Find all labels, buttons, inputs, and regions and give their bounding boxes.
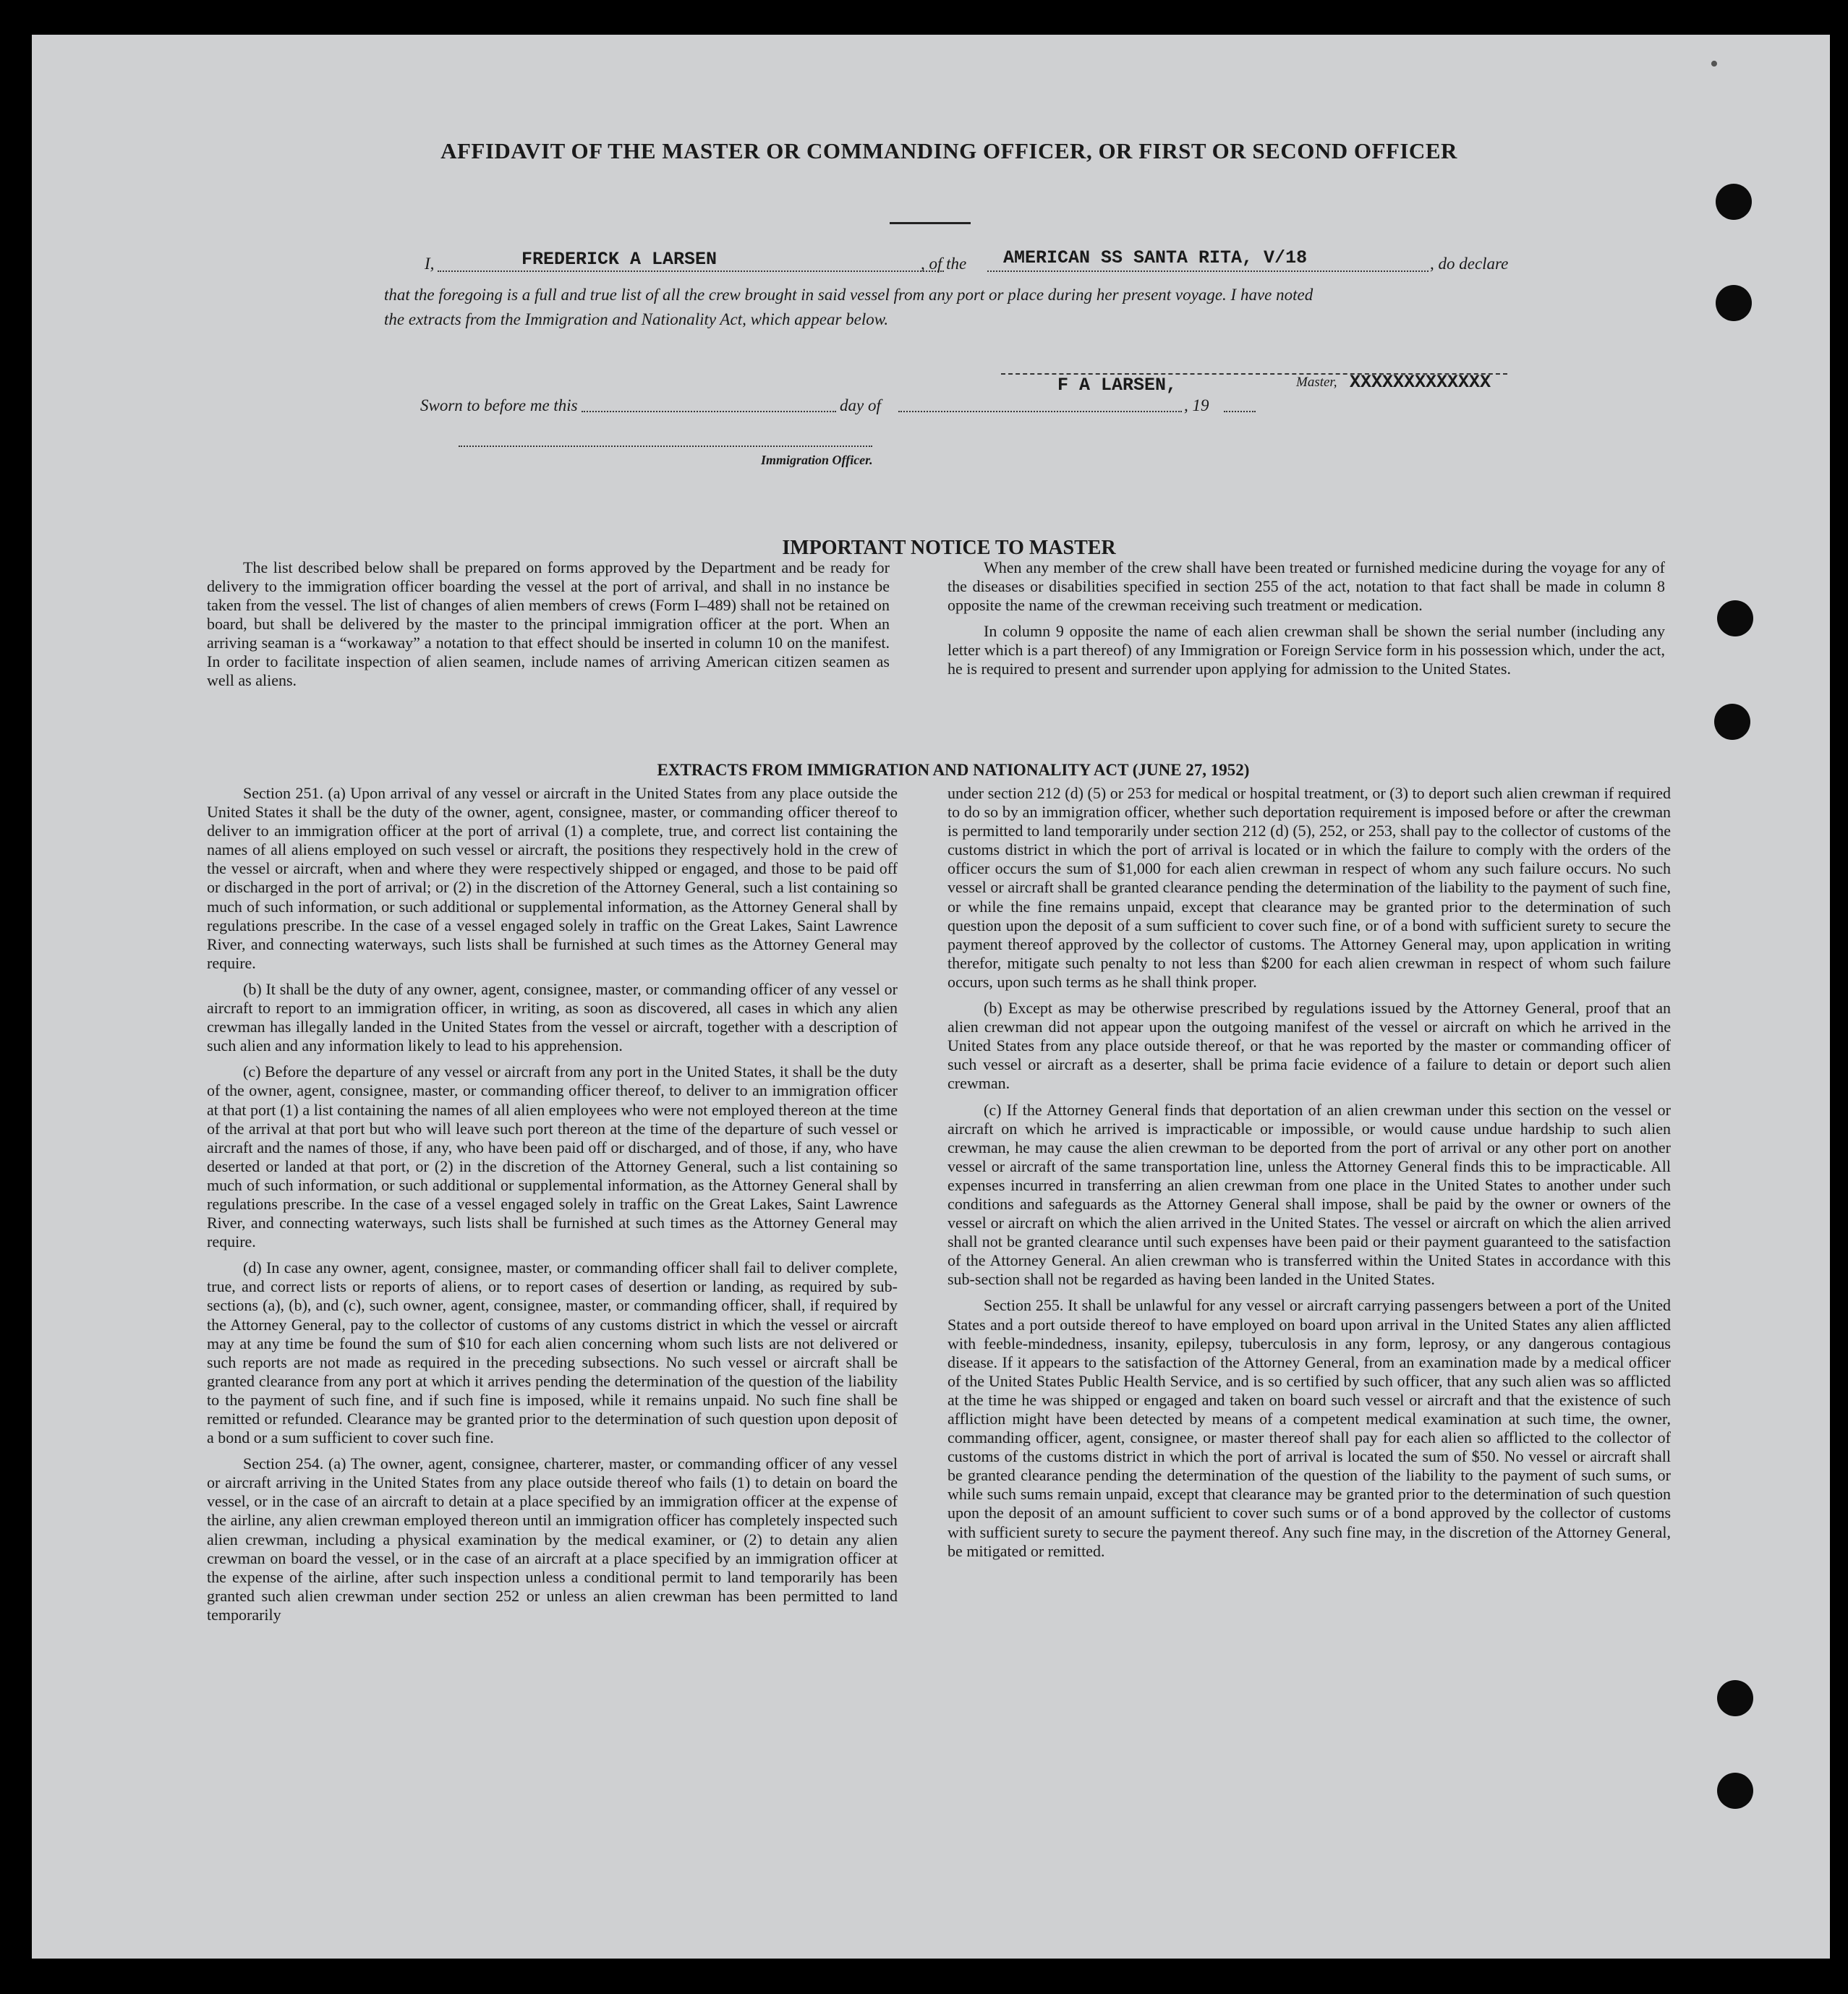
declaration-line [425,247,1520,276]
extracts-title: EXTRACTS FROM IMMIGRATION AND NATIONALITY ACT (JUNE 27, 1952) [657,761,1250,779]
i-label: I, [425,255,435,273]
master-label: Master, [1296,375,1337,390]
master-name: FREDERICK A LARSEN [521,249,718,270]
officer-signature-line [459,446,872,447]
punch-hole [1716,184,1752,220]
affidavit-title: AFFIDAVIT OF THE MASTER OR COMMANDING OFFICER, OR FIRST OR SECOND OFFICER [440,138,1457,163]
punch-hole [1716,285,1752,321]
section-paragraph: (c) Before the departure of any vessel or aircraft from any port in the United States, it shall be the duty of the owner, agent, consignee, master, or commanding officer thereof, to deliver to an immigration officer at that port (1) a list containing the names of all alien employees who were not employed thereon at the time of the arrival at that port but who will leave such port thereon at the time of the departure of such vessel or aircraft and the names of those, if any, who have been paid off or discharged, and of those, if any, who have deserted or landed at that port, or (2) in the discretion of the Attorney General, such a list containing so much of such information, or such additional or supplemental information, as the Attorney General shall by regulations prescribe. In the case of a vessel engaged solely in traffic on the Great Lakes, Saint Lawrence River, and connecting waterways, such lists shall be furnished at such times as the Attorney General may require. [207,1062,898,1251]
declaration-line-1: that the foregoing is a full and true list of all the crew brought in said vessel from any port or place during her present voyage. I have noted [384,286,1313,304]
section-paragraph: (b) It shall be the duty of any owner, agent, consignee, master, or commanding officer of any vessel or aircraft to report to an immigration officer, in writing, as soon as discovered, all cases in which any alien crewman has illegally landed in the United States from the vessel or aircraft, together with a description of such alien and any information likely to lead to his apprehension. [207,979,898,1055]
of-the-label: , of the [921,255,967,273]
section-paragraph: (d) In case any owner, agent, consignee, master, or commanding officer shall fail to deliver complete, true, and correct lists or reports of aliens, or to report cases of desertion or landing, as required by sub-sections (a), (b), and (c), such owner, agent, consignee, master, or commanding officer, shall, if required by the Attorney General, pay to the collector of customs of any customs district in which the vessel or aircraft may at any time be found the sum of $10 for each alien concerning whom such lists are not delivered or such reports are not made as required in the preceding subsections. No such vessel or aircraft shall be granted clearance from any port at which it arrives pending the determination of the question of the liability to the payment of such fine, and if such fine is imposed, while it remains unpaid. No such fine shall be remitted or refunded. Clearance may be granted prior to the determination of such question upon deposit of a bond or a sum sufficient to cover such fine. [207,1258,898,1447]
section-paragraph: (b) Except as may be otherwise prescribed by regulations issued by the Attorney General, proof that an alien crewman did not appear upon the outgoing manifest of the vessel or aircraft on which he arrived in the United States from any place outside thereof, or that he was reported by the master or commanding officer of such vessel or aircraft as a deserter, shall be prima facie evidence of a failure to detain or deport such alien crewman. [948,999,1671,1093]
day-of-label: day of [840,396,881,414]
officer-label: Immigration Officer. [761,453,873,467]
punch-hole [1717,1773,1753,1809]
title-rule [890,222,971,224]
extracts-right-column [948,784,1671,1568]
master-strikeout: XXXXXXXXXXXXX [1350,372,1491,393]
punch-hole [1717,600,1753,636]
notice-paragraph: When any member of the crew shall have been treated or furnished medicine during the voyage for any of the diseases or disabilities specified in section 255 of the act, notation to that fact shall be made in column 8 opposite the name of the crewman receiving such treatment or medication. [948,558,1665,614]
section-paragraph: Section 254. (a) The owner, agent, consignee, charterer, master, or commanding officer of any vessel or aircraft arriving in the United States from any place outside thereof who fails (1) to detain on board the vessel, or in the case of an aircraft to detain at a place specified by an immigration officer at the expense of the airline, any alien crewman employed thereon until an immigration officer has completely inspected such alien crewman, including a physical examination by the medical examiner, or (2) to detain any alien crewman on board the vessel, or in the case of an aircraft at a place specified by an immigration officer at the expense of the airline, after such inspection unless a conditional permit to land temporarily has been granted such alien crewman under section 252 or unless an alien crewman has been permitted to land temporarily [207,1454,898,1624]
corner-mark: • [1710,51,1719,77]
section-paragraph: under section 212 (d) (5) or 253 for medical or hospital treatment, or (3) to deport such alien crewman if required to do so by an immigration officer, whether such deportation requirement is imposed before or after the crewman is permitted to land temporarily under section 212 (d) (5), 252, or 253, shall pay to the collector of customs of the customs district in which the port of arrival is located or in which the failure to comply with the orders of the officer occurs the sum of $1,000 for each alien crewman in respect of whom any such failure occurs. No such vessel or aircraft shall be granted clearance pending the determination of the liability to the payment of such fine, or while the fine remains unpaid, except that clearance may be granted prior to the determination of such question upon the deposit of a sum sufficient to cover such fine, or of a bond with sufficient surety to secure the payment thereof approved by the collector of customs. The Attorney General may, upon application in writing therefor, mitigate such penalty to not less than $200 for each alien crewman in respect of whom such failure occurs, upon such terms as he shall think proper. [948,784,1671,991]
signature-name: F A LARSEN, [1057,375,1178,396]
notice-paragraph: In column 9 opposite the name of each alien crewman shall be shown the serial number (including any letter which is a part thereof) of any Immigration or Foreign Service form in his possession which, under the act, he is required to present and surrender upon applying for admission to the United States. [948,622,1665,678]
month-field-line [898,411,1182,412]
section-paragraph: (c) If the Attorney General finds that deportation of an alien crewman under this section on the vessel or aircraft on which he arrived is impracticable or impossible, or would cause undue hardship to such alien crewman, he may cause the alien crewman to be deported from the port of arrival or any other port on another vessel or aircraft of the same transportation line, unless the Attorney General finds this to be impracticable. All expenses incurred in transferring an alien crewman from one place in the United States to another under such conditions and safeguards as the Attorney General shall impose, shall be paid by the owner or owners of the vessel or aircraft on which the alien arrived in the United States. The vessel or aircraft on which the alien arrived shall not be granted clearance until such expenses have been paid or their payment guaranteed to the satisfaction of the Attorney General. An alien crewman who is transferred within the United States in accordance with this sub-section shall not be regarded as having been landed in the United States. [948,1100,1671,1289]
section-paragraph: Section 251. (a) Upon arrival of any vessel or aircraft in the United States from any place outside the United States it shall be the duty of the owner, agent, consignee, master, or commanding officer thereof to deliver to an immigration officer at the port of arrival (1) a complete, true, and correct list containing the names of all aliens employed on such vessel or aircraft, the positions they respectively hold in the crew of the vessel or aircraft, when and where they were respectively shipped or engaged, and those to be paid off or discharged in the port of arrival; or (2) in the discretion of the Attorney General, such a list containing so much of such information, or such additional or supplemental information, as the Attorney General shall by regulations prescribe. In the case of a vessel engaged solely in traffic on the Great Lakes, Saint Lawrence River, and connecting waterways, such lists shall be furnished at such times as the Attorney General may require. [207,784,898,972]
name-field-line [438,270,944,272]
document-page [32,35,1830,1959]
notice-right [948,558,1665,686]
punch-hole [1717,1680,1753,1716]
notice-title: IMPORTANT NOTICE TO MASTER [782,537,1116,559]
section-paragraph: Section 255. It shall be unlawful for any vessel or aircraft carrying passengers between a port of the United States and a port outside thereof to have employed on board upon arrival in the United States any alien afflicted with feeble-mindedness, insanity, epilepsy, tuberculosis in any form, leprosy, or any dangerous contagious disease. If it appears to the satisfaction of the Attorney General, from an examination made by a medical officer of the United States Public Health Service, and is so certified by such officer, that any such alien was so afflicted at the time he was shipped or engaged and taken on board such vessel or aircraft and that the existence of such affliction might have been detected by means of a competent medical examination at such time, the owner, commanding officer, agent, consignee, or master thereof shall pay for each alien so afflicted to the collector of customs of the customs district in which the port of arrival is located the sum of $50. No vessel or aircraft shall be granted clearance pending the determination of the question of the liability to the payment of such sums, or while such sums remain unpaid, except that clearance may be granted prior to the determination of such question upon the deposit of an amount sufficient to cover such sums or of a bond approved by the collector of customs with sufficient surety to secure the payment thereof. Any such fine may, in the discretion of the Attorney General, be mitigated or remitted. [948,1296,1671,1560]
sworn-label: Sworn to before me this [420,396,578,414]
year-label: , 19 [1184,396,1209,414]
vessel-field-line [987,270,1428,272]
declaration-line-2: the extracts from the Immigration and Nationality Act, which appear below. [384,310,889,328]
punch-hole [1714,704,1750,740]
notice-paragraph: The list described below shall be prepared on forms approved by the Department and be ready for delivery to the immigration officer boarding the vessel at the port of arrival, and shall in no instance be taken from the vessel. The list of changes of alien members of crews (Form I–489) shall not be retained on board, but shall be delivered by the master to the principal immigration officer at the port. When an arriving seaman is a “workaway” a notation to that effect should be inserted in column 10 on the manifest. In order to facilitate inspection of alien seamen, include names of arriving American citizen seamen as well as aliens. [207,558,890,689]
vessel-name: AMERICAN SS SANTA RITA, V/18 [1003,247,1308,268]
extracts-left-column [207,784,898,1632]
notice-left [207,558,890,697]
day-field-line [582,411,836,412]
declaration-text [384,283,1520,332]
year-field-line [1224,411,1256,412]
do-declare-label: , do declare [1430,255,1509,273]
